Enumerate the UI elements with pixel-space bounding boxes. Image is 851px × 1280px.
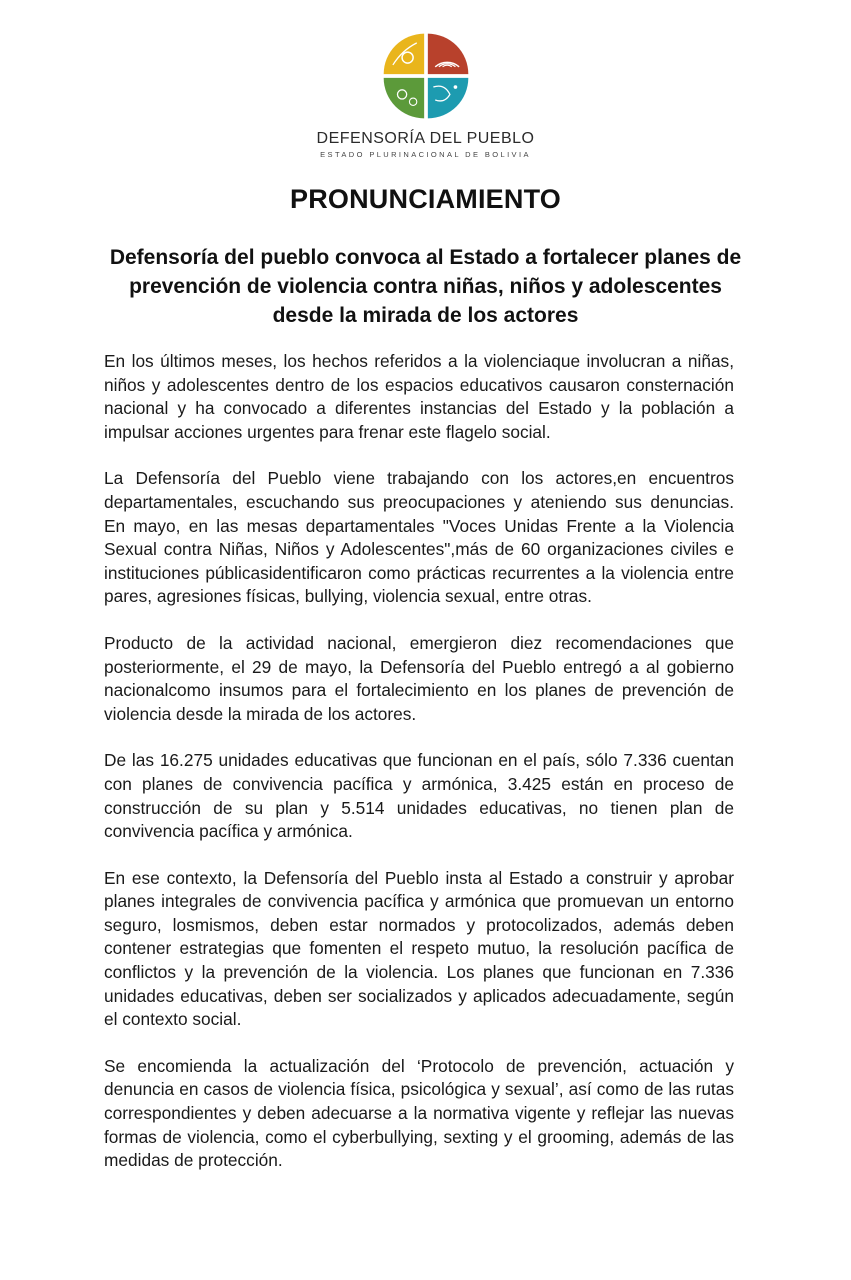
paragraph-3: Producto de la actividad nacional, emergieron diez recomendaciones que posteriormente, el 29 de mayo, la Defensoría del Pueblo entregó a al gobierno nacionalcomo insumos para el fortalecimiento en los planes de prevención de violencia desde la mirada de los actores.: [104, 632, 734, 724]
header: [0, 30, 851, 159]
paragraph-5: En ese contexto, la Defensoría del Pueblo insta al Estado a construir y aprobar planes integrales de convivencia pacífica y armónica que promuevan un entorno seguro, losmismos, deben estar normados y protocolizados, además deben contener estrategias que fomenten el respeto mutuo, la resolución pacífica de conflictos y la prevención de la violencia. Los planes que funcionan en 7.336 unidades educativas, deben ser socializados y aplicados adecuadamente, según el contexto social.: [104, 867, 734, 1030]
org-name: DEFENSORÍA DEL PUEBLO: [316, 130, 535, 147]
document-body: [104, 350, 734, 1196]
defensoria-logo-icon: [380, 30, 472, 122]
paragraph-2: La Defensoría del Pueblo viene trabajando con los actores,en encuentros departamentales, escuchando sus preocupaciones y ateniendo sus denuncias. En mayo, en las mesas departamentales "Voces Unidas Frente a la Violencia Sexual contra Niñas, Niños y Adolescentes",más de 60 organizaciones civiles e instituciones públicasidentificaron como prácticas recurrentes a la violencia entre pares, agresiones físicas, bullying, violencia sexual, entre otras.: [104, 468, 734, 607]
paragraph-1: En los últimos meses, los hechos referidos a la violenciaque involucran a niñas, niños y adolescentes dentro de los espacios educativos causaron consternación nacional y ha convocado a diferentes instancias del Estado y la población a impulsar acciones urgentes para frenar este flagelo social.: [104, 351, 734, 442]
page-title: PRONUNCIAMIENTO: [289, 184, 561, 214]
org-subtitle: ESTADO PLURINACIONAL DE BOLIVIA: [320, 150, 531, 159]
paragraph-4: De las 16.275 unidades educativas que funcionan en el país, sólo 7.336 cuentan con planes de convivencia pacífica y armónica, 3.425 están en proceso de construcción de su plan y 5.514 unidades educativas, no tienen plan de convivencia pacífica y armónica.: [104, 750, 734, 842]
paragraph-6: Se encomienda la actualización del ‘Protocolo de prevención, actuación y denuncia en casos de violencia física, psicológica y sexual’, así como de las rutas correspondientes y deben adecuarse a la normativa vigente y reflejar las nuevas formas de violencia, como el cyberbullying, sexting y el grooming, además de las medidas de protección.: [104, 1055, 734, 1171]
document-subtitle: Defensoría del pueblo convoca al Estado a fortalecer planes de prevención de violencia contra niñas, niños y adolescentes desde la mirada de los actores: [109, 246, 742, 327]
